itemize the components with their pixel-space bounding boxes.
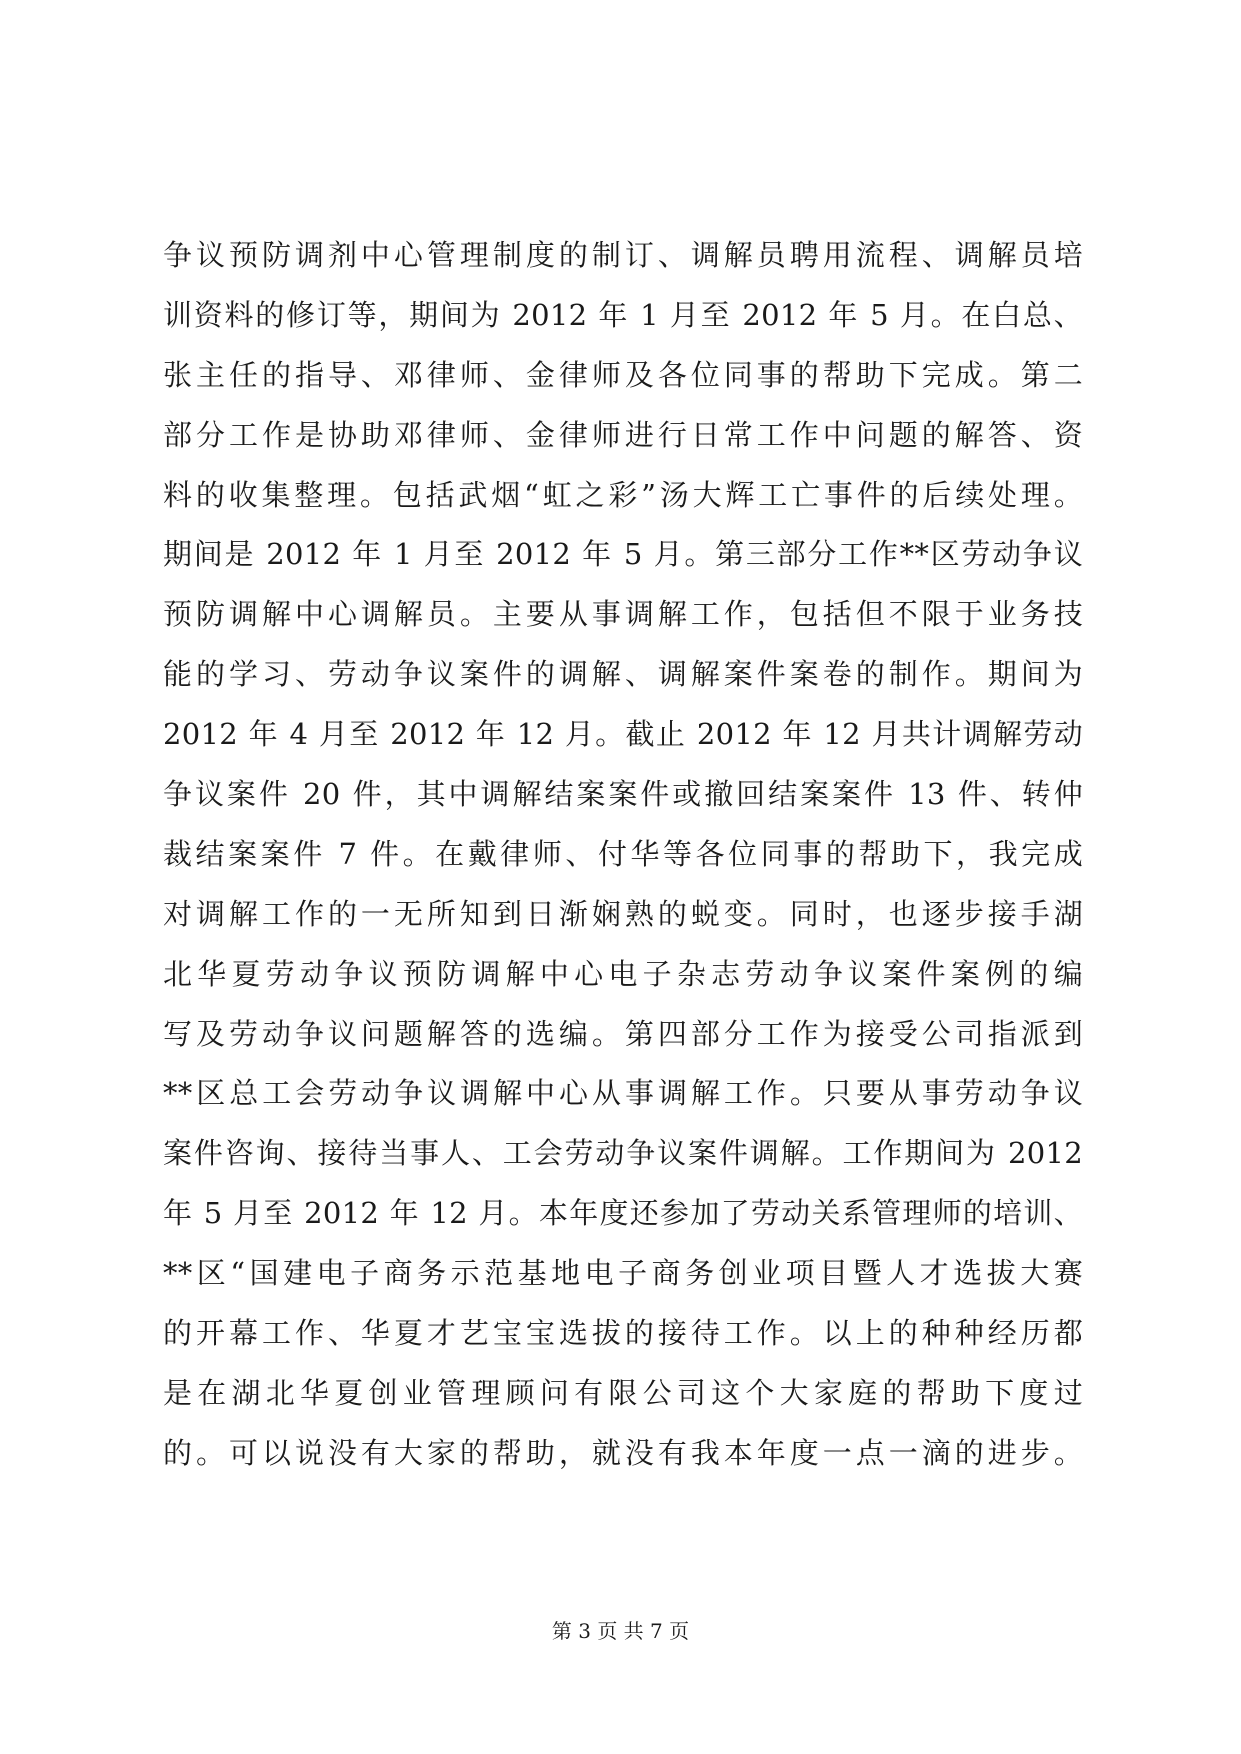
- text-line: **区总工会劳动争议调解中心从事调解工作。只要从事劳动争议: [163, 1076, 1083, 1111]
- text-line: 预防调解中心调解员。主要从事调解工作，包括但不限于业务技: [163, 597, 1083, 632]
- text-line: 写及劳动争议问题解答的选编。第四部分工作为接受公司指派到: [163, 1016, 1083, 1051]
- text-line: 训资料的修订等，期间为 2012 年 1 月至 2012 年 5 月。在白总、: [163, 297, 1083, 332]
- text-line: 争议预防调剂中心管理制度的制订、调解员聘用流程、调解员培: [163, 238, 1083, 272]
- text-line: 是在湖北华夏创业管理顾问有限公司这个大家庭的帮助下度过: [163, 1375, 1083, 1410]
- text-line: 部分工作是协助邓律师、金律师进行日常工作中问题的解答、资: [163, 417, 1083, 452]
- page-footer: 第 3 页 共 7 页: [551, 1619, 690, 1643]
- text-line: 料的收集整理。包括武烟“虹之彩”汤大辉工亡事件的后续处理。: [163, 477, 1083, 512]
- body-text: [163, 226, 1083, 1484]
- text-line: 能的学习、劳动争议案件的调解、调解案件案卷的制作。期间为: [163, 657, 1083, 692]
- text-line: 年 5 月至 2012 年 12 月。本年度还参加了劳动关系管理师的培训、: [163, 1196, 1083, 1231]
- text-line: 期间是 2012 年 1 月至 2012 年 5 月。第三部分工作**区劳动争议: [163, 537, 1083, 572]
- text-line: 案件咨询、接待当事人、工会劳动争议案件调解。工作期间为 2012: [163, 1136, 1083, 1171]
- text-line: 2012 年 4 月至 2012 年 12 月。截止 2012 年 12 月共计调解劳动: [163, 717, 1083, 752]
- text-line: 争议案件 20 件，其中调解结案案件或撤回结案案件 13 件、转仲: [163, 777, 1083, 812]
- text-line: 的开幕工作、华夏才艺宝宝选拔的接待工作。以上的种种经历都: [163, 1316, 1083, 1351]
- text-line: 张主任的指导、邓律师、金律师及各位同事的帮助下完成。第二: [163, 357, 1083, 392]
- text-line: 北华夏劳动争议预防调解中心电子杂志劳动争议案件案例的编: [163, 956, 1083, 991]
- text-line: **区“国建电子商务示范基地电子商务创业项目暨人才选拔大赛: [163, 1256, 1083, 1291]
- text-line: 的。可以说没有大家的帮助，就没有我本年度一点一滴的进步。: [163, 1435, 1083, 1470]
- text-line: 裁结案案件 7 件。在戴律师、付华等各位同事的帮助下，我完成: [163, 836, 1083, 871]
- text-line: 对调解工作的一无所知到日渐娴熟的蜕变。同时，也逐步接手湖: [163, 896, 1083, 931]
